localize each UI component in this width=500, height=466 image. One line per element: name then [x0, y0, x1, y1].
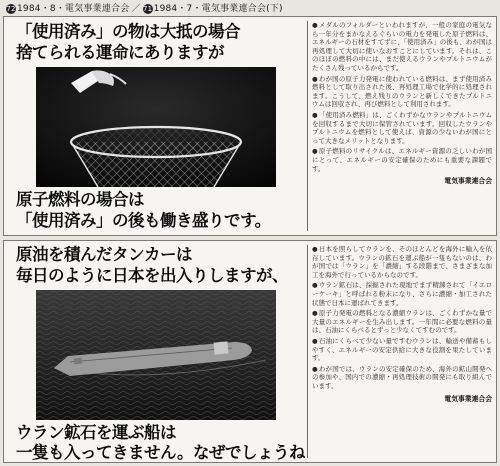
issue-number-badge: 71 — [142, 4, 153, 13]
column-divider — [307, 21, 308, 231]
ad-body-text — [312, 21, 492, 185]
advertiser-credit: 電気事業連合会 — [444, 394, 492, 403]
headline-line: 捨てられる運命にありますが — [16, 43, 224, 62]
body-paragraph: ●「使用済み燃料」は、ごくわずかなウランやプルトニウムを回収するまで大切に保管されています。回収したウランやプルトニウムを燃料として使えば、資源の少ないわが国にとって大きなメリットとなります。 — [312, 110, 493, 145]
issue-date: 1984・7・電気事業連合会(下) — [153, 4, 283, 14]
tanker-illustration — [36, 290, 276, 420]
tanker-photo — [36, 290, 276, 420]
issue-number-badge: 72 — [6, 4, 16, 13]
wastebasket-photo — [36, 67, 276, 187]
ad-visual-column — [4, 17, 307, 235]
advertisement-tanker — [3, 240, 497, 463]
column-divider — [307, 245, 308, 458]
advertisement-spent-fuel — [3, 16, 497, 236]
caption-line: 「使用済み」の後も働き盛りです。 — [16, 211, 271, 230]
wastebasket-illustration — [36, 67, 276, 187]
headline-line: 原油を積んだタンカーは — [16, 245, 192, 264]
body-paragraph: ●石油にくらべて少ない量ですむウランは、輸送や備蓄もしやすく、エネルギーの安定供給に大きな役割を果たしています。 — [312, 336, 493, 363]
issue-date: 1984・8・電気事業連合会 — [17, 4, 130, 14]
ad-body-text — [312, 245, 492, 403]
separator: ／ — [131, 4, 141, 14]
body-paragraph: ●わが国では、ウランの安定確保のため、海外の鉱山開発への参加や、国内での濃縮・再処理技術の開発にも取り組んでいます。 — [312, 364, 493, 390]
body-paragraph: ●原子力発電の燃料となる濃縮ウランは、ごくわずかな量で大量のエネルギーを生み出します。一年間に必要な燃料の量は、石油にくらべるとずっと少なくてすむのです。 — [312, 309, 493, 335]
body-paragraph: ●日本を照らしてウランを、そのほとんどを海外に輸入を依存しています。ウランの鉱石を運ぶ船が一隻もないのは、わが国では「ウラン」を「濃縮」する段階まで、さまざまな加工を海外で行っているからなのです。 — [312, 245, 493, 279]
headline-line: 毎日のように日本を出入りしますが、 — [16, 266, 288, 285]
body-paragraph: ●わが国の原子力発電に使われている燃料は、まず使用済み燃料として取り出された後、再処理工場で化学的に処理されます。こうして、燃え残りのウランと新しくできたプルトニウムは回収され、再び燃料として利用されます。 — [312, 74, 493, 109]
body-paragraph: ●メダルのフォルダーといわれますが、一般の家庭の電気なら一年分をまかなえるぐらいの電力を発電した原子燃料は、エネルギーの石材をすてずに、「使用済み」の後も、わが国は再処理して大切に使いなおすことにしています。それは、このほぼの燃料の中には、まだ使えるウランやプルトニウムがたくさん残っているからです。 — [312, 21, 493, 72]
page-header — [6, 3, 283, 15]
caption-line: ウラン鉱石を運ぶ船は — [16, 423, 176, 442]
body-paragraph: ●原子燃料のリサイクルは、エネルギー資源の乏しいわが国にとって、エネルギーの安定確保のためにも重要な課題です。 — [312, 147, 492, 173]
caption-line: 原子燃料の場合は — [16, 190, 144, 209]
headline-line: 「使用済み」の物は大抵の場合 — [16, 22, 240, 41]
ad-visual-column — [4, 241, 307, 462]
advertiser-credit: 電気事業連合会 — [444, 177, 492, 186]
caption-line: 一隻も入ってきません。なぜでしょうね — [16, 443, 305, 462]
body-paragraph: ●ウラン鉱石は、採掘された現地でまず精錬されて「イエローケーキ」と呼ばれる粉末になり、さらに濃縮・加工された状態で日本に運ばれてきます。 — [312, 281, 493, 307]
